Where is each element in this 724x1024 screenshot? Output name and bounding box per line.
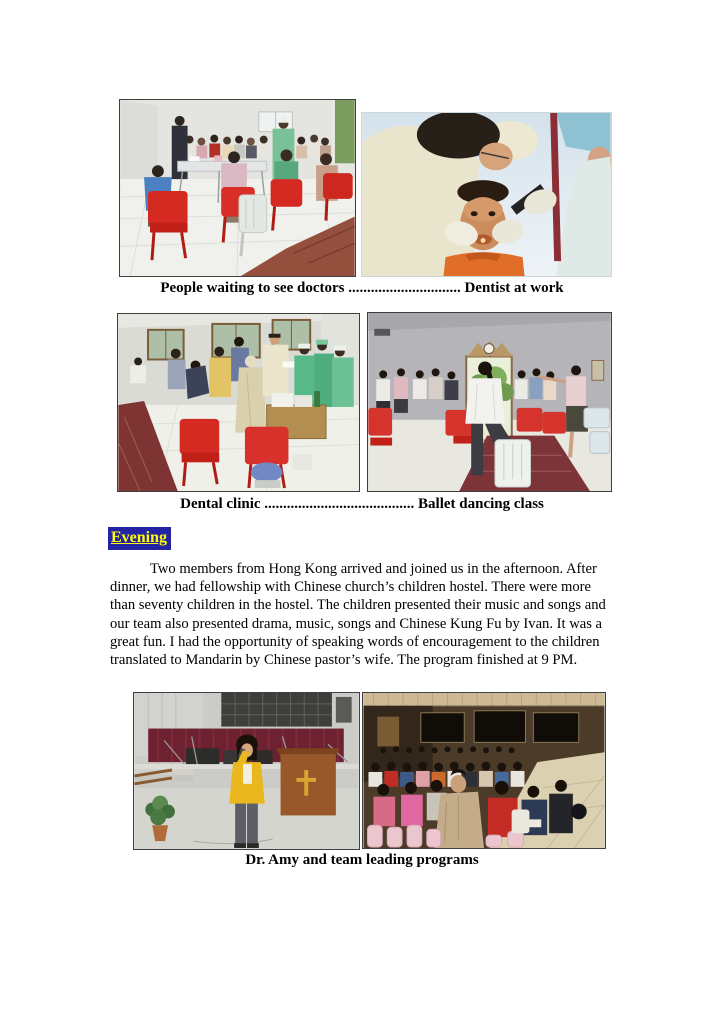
body-paragraph: Two members from Hong Kong arrived and joined us in the afternoon. After dinner, we had fellowship with Chinese church’s children hostel. There were more than seventy children in the hostel. The children presented their music and songs and our team also presented drama, music, songs and Chinese Kung Fu by Ivan. It was a great fun. I had the opportunity of speaking words of encouragement to the children translated to Mandarin by Chinese pastor’s wife. The program finished at 9 PM. bbox=[110, 561, 606, 669]
photo-dr-amy bbox=[133, 692, 360, 850]
photo-ballet-class bbox=[367, 312, 612, 492]
photo-audience bbox=[362, 692, 606, 849]
photo-dental-clinic bbox=[117, 313, 360, 492]
dr-amy-illustration bbox=[134, 693, 359, 849]
caption-row3: Dr. Amy and team leading programs bbox=[245, 852, 479, 868]
open-door-greenery bbox=[334, 100, 355, 163]
people-waiting-illustration bbox=[120, 100, 355, 276]
white-bag bbox=[292, 454, 312, 470]
ac-unit bbox=[374, 329, 390, 336]
heading-evening: Evening bbox=[108, 527, 171, 550]
blue-bag bbox=[251, 462, 283, 482]
dental-clinic-illustration bbox=[118, 314, 359, 491]
cross-icon bbox=[304, 770, 308, 796]
scale bbox=[255, 480, 281, 488]
white-shirt bbox=[465, 378, 505, 423]
podium bbox=[277, 748, 340, 815]
photo-people-waiting bbox=[119, 99, 356, 277]
dark-windows bbox=[421, 711, 579, 743]
photo-dentist bbox=[361, 112, 612, 277]
wall-clock bbox=[484, 344, 494, 354]
audience-illustration bbox=[363, 693, 605, 848]
cabinet bbox=[377, 717, 399, 747]
speaker bbox=[186, 748, 220, 766]
bags bbox=[571, 804, 587, 820]
dentist-illustration bbox=[362, 113, 611, 276]
white-chair bbox=[512, 809, 530, 833]
corrugated-ceiling bbox=[364, 693, 605, 706]
caption-row1: People waiting to see doctors .............................. Dentist at work bbox=[160, 280, 564, 296]
ballet-class-illustration bbox=[368, 313, 611, 491]
caption-row2: Dental clinic ........................................ Ballet dancing class bbox=[180, 496, 544, 512]
white-chair-foreground bbox=[495, 440, 531, 487]
wall-frame bbox=[592, 360, 604, 380]
